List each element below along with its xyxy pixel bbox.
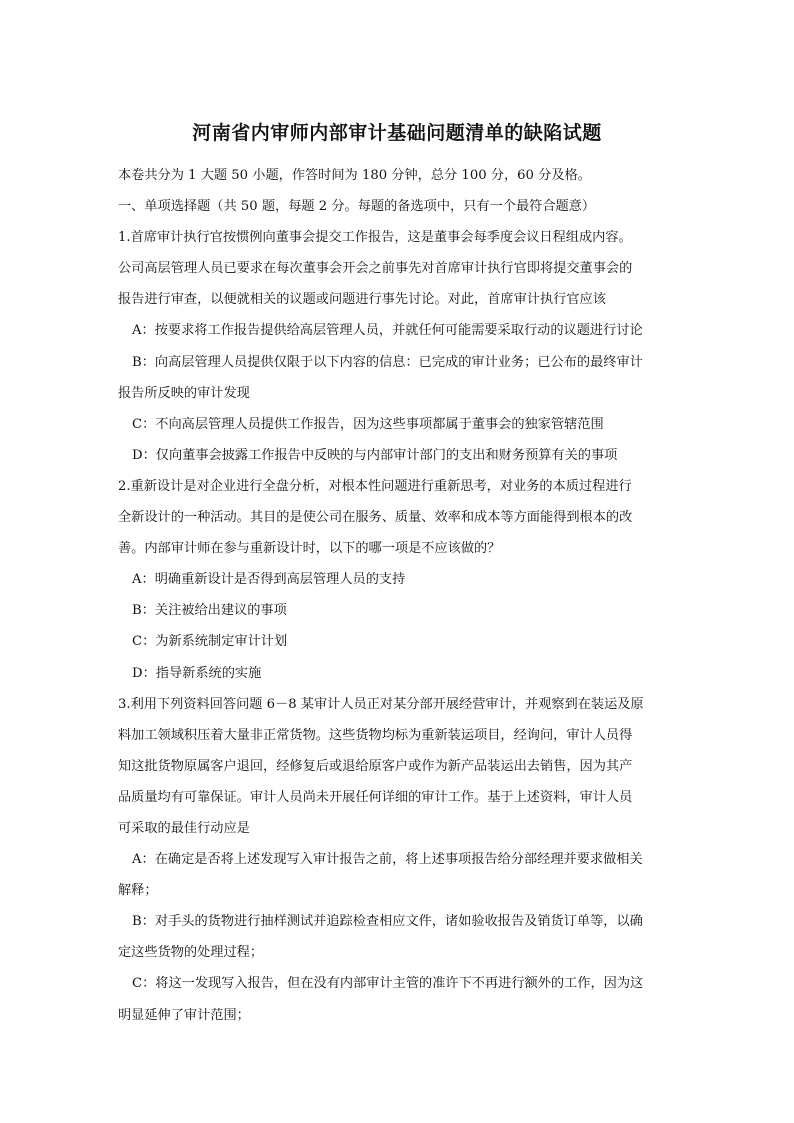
text-line: 知这批货物原属客户退回，经修复后或退给原客户或作为新产品装运出去销售，因为其产 — [118, 758, 633, 774]
answer-option-line: C：将这一发现写入报告，但在没有内部审计主管的准许下不再进行额外的工作，因为这 — [132, 976, 644, 992]
answer-option-line: B：关注被给出建议的事项 — [132, 603, 287, 619]
answer-option-line: D：仅向董事会披露工作报告中反映的与内部审计部门的支出和财务预算有关的事项 — [132, 447, 618, 463]
answer-option-line: A：按要求将工作报告提供给高层管理人员，并就任何可能需要采取行动的议题进行讨论 — [132, 323, 643, 339]
text-line: 品质量均有可靠保证。审计人员尚未开展任何详细的审计工作。基于上述资料，审计人员 — [118, 789, 633, 805]
text-line: 3.利用下列资料回答问题 6－8 某审计人员正对某分部开展经营审计，并观察到在装运及原 — [118, 696, 644, 712]
document-body — [118, 160, 678, 1031]
answer-option-line: C：不向高层管理人员提供工作报告，因为这些事项都属于董事会的独家管辖范围 — [132, 416, 604, 432]
text-line: 本卷共分为 1 大题 50 小题，作答时间为 180 分钟，总分 100 分，60 分及格。 — [118, 168, 591, 183]
answer-option-line: B：对手头的货物进行抽样测试并追踪检查相应文件，诸如验收报告及销货订单等，以确 — [132, 914, 643, 930]
answer-option-line: D：指导新系统的实施 — [132, 665, 262, 681]
text-line: 公司高层管理人员已要求在每次董事会开会之前事先对首席审计执行官即将提交董事会的 — [118, 261, 633, 277]
text-line: 解释； — [118, 883, 158, 899]
text-line: 全新设计的一种活动。其目的是使公司在服务、质量、效率和成本等方面能得到根本的改 — [118, 510, 633, 526]
text-line: 1.首席审计执行官按惯例向董事会提交工作报告，这是董事会每季度会议日程组成内容。 — [118, 230, 632, 246]
answer-option-line: A：在确定是否将上述发现写入审计报告之前，将上述事项报告给分部经理并要求做相关 — [132, 852, 643, 868]
text-line: 善。内部审计师在参与重新设计时，以下的哪一项是不应该做的？ — [118, 541, 501, 557]
text-line: 可采取的最佳行动应是 — [118, 820, 250, 836]
text-line: 2.重新设计是对企业进行全盘分析，对根本性问题进行重新思考，对业务的本质过程进行 — [118, 478, 632, 494]
answer-option-line: C：为新系统制定审计计划 — [132, 634, 288, 650]
text-line: 定这些货物的处理过程； — [118, 945, 264, 961]
answer-option-line: B：向高层管理人员提供仅限于以下内容的信息：已完成的审计业务；已公布的最终审计 — [132, 354, 643, 370]
text-line: 料加工领域积压着大量非正常货物。这些货物均标为重新装运项目，经询问，审计人员得 — [118, 727, 633, 743]
text-line: 报告进行审查，以便就相关的议题或问题进行事先讨论。对此，首席审计执行官应该 — [118, 292, 606, 308]
document-title: 河南省内审师内部审计基础问题清单的缺陷试题 — [192, 122, 602, 144]
answer-option-line: A：明确重新设计是否得到高层管理人员的支持 — [132, 572, 406, 588]
text-line: 报告所反映的审计发现 — [118, 385, 250, 401]
text-line: 明显延伸了审计范围； — [118, 1007, 250, 1023]
text-line: 一、单项选择题（共 50 题，每题 2 分。每题的备选项中，只有一个最符合题意） — [118, 199, 596, 215]
